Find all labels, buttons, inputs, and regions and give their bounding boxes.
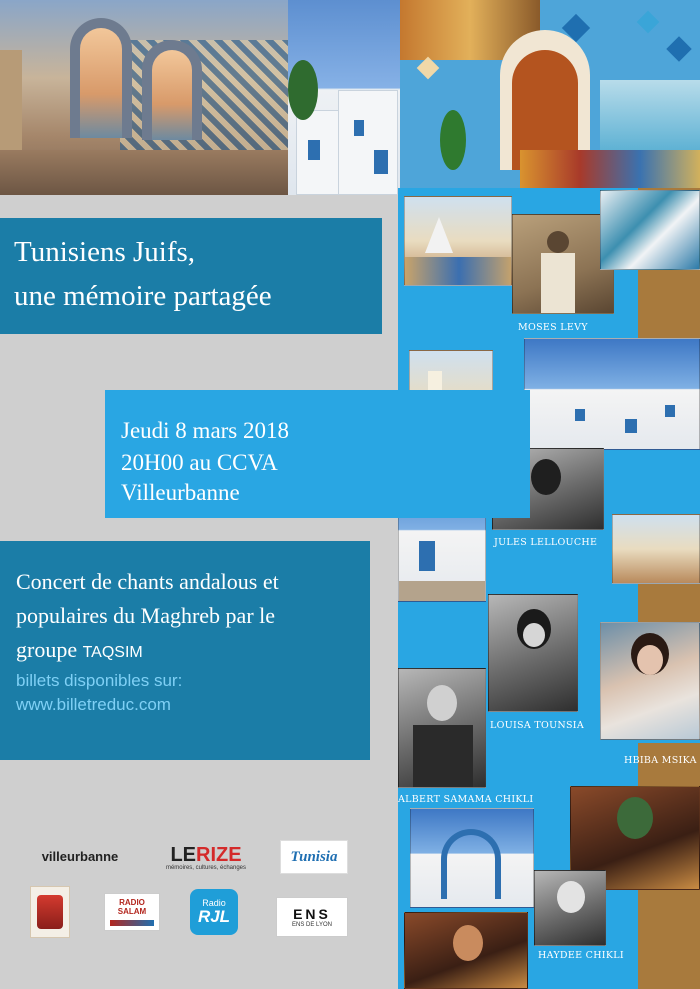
header-photo-tunis-arches xyxy=(0,0,288,195)
radio-salam-logo xyxy=(104,893,160,931)
le-rize-logo xyxy=(164,838,248,878)
photo-louisa-tounsia xyxy=(488,594,578,712)
event-info-panel xyxy=(105,390,530,518)
caption-louisa-tounsia: LOUISA TOUNSIA xyxy=(490,720,585,731)
painting-beach xyxy=(404,196,512,286)
concert-line-3 xyxy=(16,637,143,663)
radio-rjl-logo xyxy=(190,889,238,935)
caption-hbiba-msika: HBIBA MSIKA xyxy=(624,755,697,766)
painting-fish-mosaic xyxy=(600,190,700,270)
event-time-place: 20H00 au CCVA xyxy=(121,450,278,475)
radio-salam-label: RADIO SALAM xyxy=(117,898,147,916)
group-name: TAQSIM xyxy=(82,644,143,661)
photo-moses-levy xyxy=(512,214,614,314)
photo-haydee-chikli xyxy=(534,870,606,946)
radio-rjl-top: Radio xyxy=(202,898,226,908)
caption-moses-levy: MOSES LEVY xyxy=(518,322,588,333)
villeurbanne-logo: villeurbanne xyxy=(41,848,119,864)
concert-line-1: Concert de chants andalous et xyxy=(16,569,279,594)
photo-hbiba-msika xyxy=(600,622,700,740)
painting-harbor xyxy=(612,514,700,584)
le-rize-wordmark: LERIZE xyxy=(170,844,242,866)
event-city: Villeurbanne xyxy=(121,480,240,505)
harissa-logo-icon xyxy=(30,886,70,938)
photo-sidi-bou-said-panorama xyxy=(524,338,700,450)
caption-haydee-chikli: HAYDEE CHIKLI xyxy=(538,950,624,961)
tickets-label: billets disponibles sur: xyxy=(16,671,183,690)
title-panel xyxy=(0,218,382,334)
photo-albert-samama-chikli xyxy=(398,668,486,788)
title-line-1: Tunisiens Juifs, xyxy=(14,236,196,268)
arch-left xyxy=(70,18,132,138)
photo-woman-portrait xyxy=(404,912,528,989)
concert-line-3-prefix: groupe xyxy=(16,637,83,662)
ens-de-lyon-logo xyxy=(276,897,348,937)
photo-blue-arch-alley xyxy=(410,808,534,908)
ens-main: ENS xyxy=(293,906,331,922)
radio-rjl-main: RJL xyxy=(197,907,231,926)
caption-albert-samama-chikli: ALBERT SAMAMA CHIKLI xyxy=(398,794,534,805)
tickets-url-link[interactable]: www.billetreduc.com xyxy=(16,695,171,714)
concert-panel xyxy=(0,541,370,760)
arch-right xyxy=(142,40,202,140)
caption-jules-lellouche: JULES LELLOUCHE xyxy=(494,537,598,548)
tunisia-logo: Tunisia xyxy=(280,840,348,874)
header-photo-collage xyxy=(400,0,700,195)
concert-line-2: populaires du Maghreb par le xyxy=(16,603,276,628)
event-date: Jeudi 8 mars 2018 xyxy=(121,418,290,443)
header-photo-sidi-bou-said xyxy=(288,0,400,195)
title-line-2: une mémoire partagée xyxy=(14,280,272,312)
le-rize-tagline: mémoires, cultures, échanges xyxy=(165,865,247,871)
ens-sub: ENS DE LYON xyxy=(292,922,332,928)
